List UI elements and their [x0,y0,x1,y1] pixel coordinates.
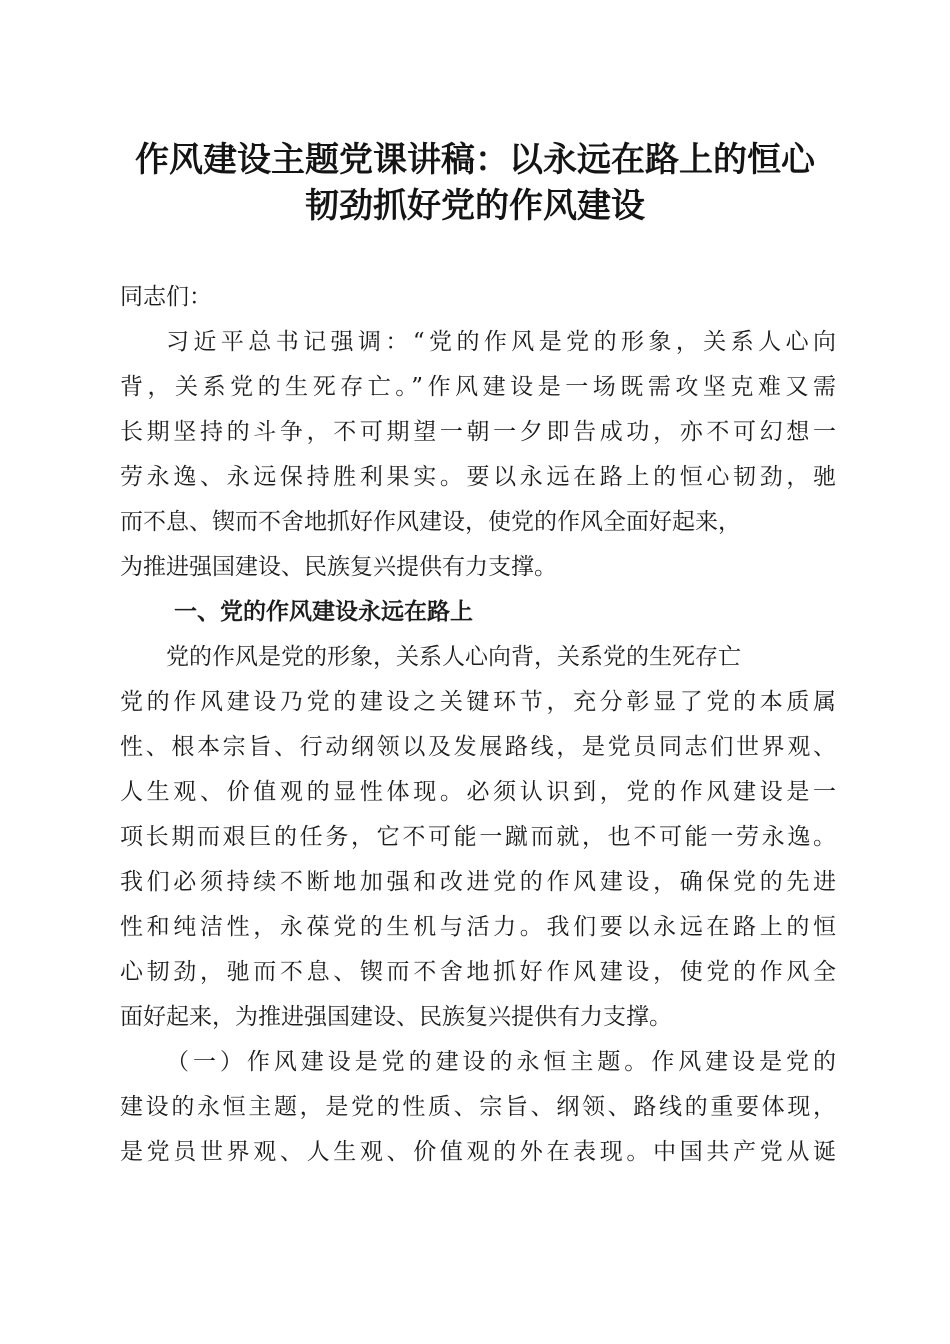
paragraph-line: 性、根本宗旨、行动纲领以及发展路线，是党员同志们世界观、 [120,734,836,760]
paragraph-line: 性和纯洁性，永葆党的生机与活力。我们要以永远在路上的恒 [120,914,836,940]
paragraph-line: 我们必须持续不断地加强和改进党的作风建设，确保党的先进 [120,869,836,895]
paragraph-line: 长期坚持的斗争，不可期望一朝一夕即告成功，亦不可幻想一 [120,419,836,445]
document-title-line-2: 韧劲抓好党的作风建设 [305,186,645,226]
paragraph-line: 心韧劲，驰而不息、锲而不舍地抓好作风建设，使党的作风全 [120,959,836,985]
document-title-line-1: 作风建设主题党课讲稿：以永远在路上的恒心 [135,140,815,180]
paragraph-line: 为推进强国建设、民族复兴提供有力支撑。 [120,554,557,580]
paragraph-line: 项长期而艰巨的任务，它不可能一蹴而就，也不可能一劳永逸。 [120,824,836,850]
salutation: 同志们： [120,284,212,310]
paragraph-line: 党的作风建设乃党的建设之关键环节，充分彰显了党的本质属 [120,689,836,715]
paragraph-line: 建设的永恒主题，是党的性质、宗旨、纲领、路线的重要体现， [120,1094,836,1120]
paragraph-line: （一）作风建设是党的建设的永恒主题。作风建设是党的 [166,1049,836,1075]
paragraph-line: 劳永逸、永远保持胜利果实。要以永远在路上的恒心韧劲，驰 [120,464,836,490]
paragraph-line: 背，关系党的生死存亡。”作风建设是一场既需攻坚克难又需 [120,374,836,400]
paragraph-line: 面好起来，为推进强国建设、民族复兴提供有力支撑。 [120,1004,672,1030]
paragraph-line: 习近平总书记强调：“党的作风是党的形象，关系人心向 [166,329,836,355]
paragraph-line: 党的作风是党的形象，关系人心向背，关系党的生死存亡 [166,644,741,670]
paragraph-line: 而不息、锲而不舍地抓好作风建设，使党的作风全面好起来， [120,509,741,535]
paragraph-line: 是党员世界观、人生观、价值观的外在表现。中国共产党从诞 [120,1139,836,1165]
section-heading: 一、党的作风建设永远在路上 [174,599,473,625]
paragraph-line: 人生观、价值观的显性体现。必须认识到，党的作风建设是一 [120,779,836,805]
